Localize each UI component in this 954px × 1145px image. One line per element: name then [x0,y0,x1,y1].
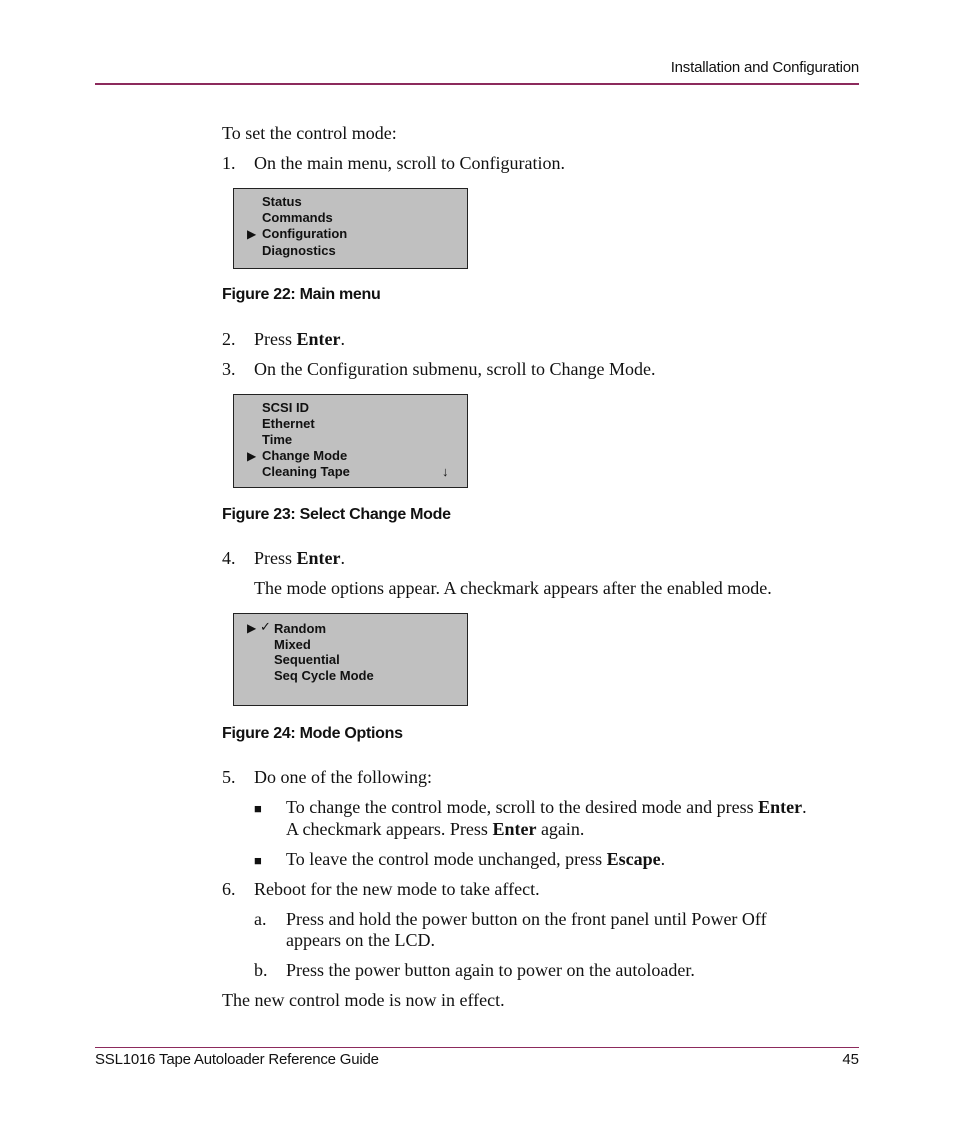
step-4-note: The mode options appear. A checkmark appears after the enabled mode. [254,578,772,598]
step-5-bullet-1-line-2: A checkmark appears. Press Enter again. [286,819,585,839]
step-6a-line-2: appears on the LCD. [286,930,435,950]
step-4-number: 4. [222,548,236,568]
scroll-down-arrow-icon: ↓ [442,464,449,479]
lcd-item-selected: Change Mode [262,448,348,463]
step-6-text: Reboot for the new mode to take affect. [254,879,540,899]
selection-arrow-icon: ▶ [247,227,257,241]
step-2-number: 2. [222,329,236,349]
step-6b-text: Press the power button again to power on the autoloader. [286,960,695,980]
lcd-item: SCSI ID [262,400,309,415]
step-3-text: On the Configuration submenu, scroll to Change Mode. [254,359,656,379]
page-number: 45 [842,1051,859,1068]
selection-arrow-icon: ▶ [247,621,257,635]
step-2-text: Press Enter. [254,329,346,349]
step-5-text: Do one of the following: [254,767,432,787]
step-4-text: Press Enter. [254,548,346,568]
figure-22-caption: Figure 22: Main menu [222,286,381,303]
running-header: Installation and Configuration [670,59,859,76]
step-1-text: On the main menu, scroll to Configuration. [254,153,565,173]
step-6b-label: b. [254,960,268,980]
lcd-item: Ethernet [262,416,315,431]
intro-text: To set the control mode: [222,123,397,143]
bullet-icon: ■ [254,801,262,816]
lcd-item: Sequential [274,652,340,667]
figure-23-caption: Figure 23: Select Change Mode [222,506,451,523]
lcd-item: Status [262,194,302,209]
selection-arrow-icon: ▶ [247,449,257,463]
step-5-number: 5. [222,767,236,787]
closing-text: The new control mode is now in effect. [222,990,505,1010]
lcd-item: Seq Cycle Mode [274,668,374,683]
step-6a-label: a. [254,909,267,929]
figure-24-caption: Figure 24: Mode Options [222,725,403,742]
lcd-main-menu [233,188,468,269]
lcd-item: Commands [262,210,333,225]
header-rule [95,83,859,85]
step-5-bullet-1-line-1: To change the control mode, scroll to the desired mode and press Enter. [286,797,807,817]
step-6a-line-1: Press and hold the power button on the front panel until Power Off [286,909,767,929]
bullet-icon: ■ [254,853,262,868]
step-1-number: 1. [222,153,236,173]
lcd-item: Time [262,432,293,447]
lcd-configuration-submenu [233,394,468,488]
lcd-item: Cleaning Tape [262,464,350,479]
step-3-number: 3. [222,359,236,379]
step-6-number: 6. [222,879,236,899]
lcd-item-selected: Random [274,621,326,636]
footer-rule [95,1047,859,1048]
lcd-item-selected: Configuration [262,226,348,241]
step-5-bullet-2: To leave the control mode unchanged, press Escape. [286,849,666,869]
checkmark-icon: ✓ [260,619,271,634]
lcd-mode-options [233,613,468,706]
lcd-item: Mixed [274,637,311,652]
lcd-item: Diagnostics [262,243,336,258]
footer-guide-title: SSL1016 Tape Autoloader Reference Guide [95,1051,379,1068]
